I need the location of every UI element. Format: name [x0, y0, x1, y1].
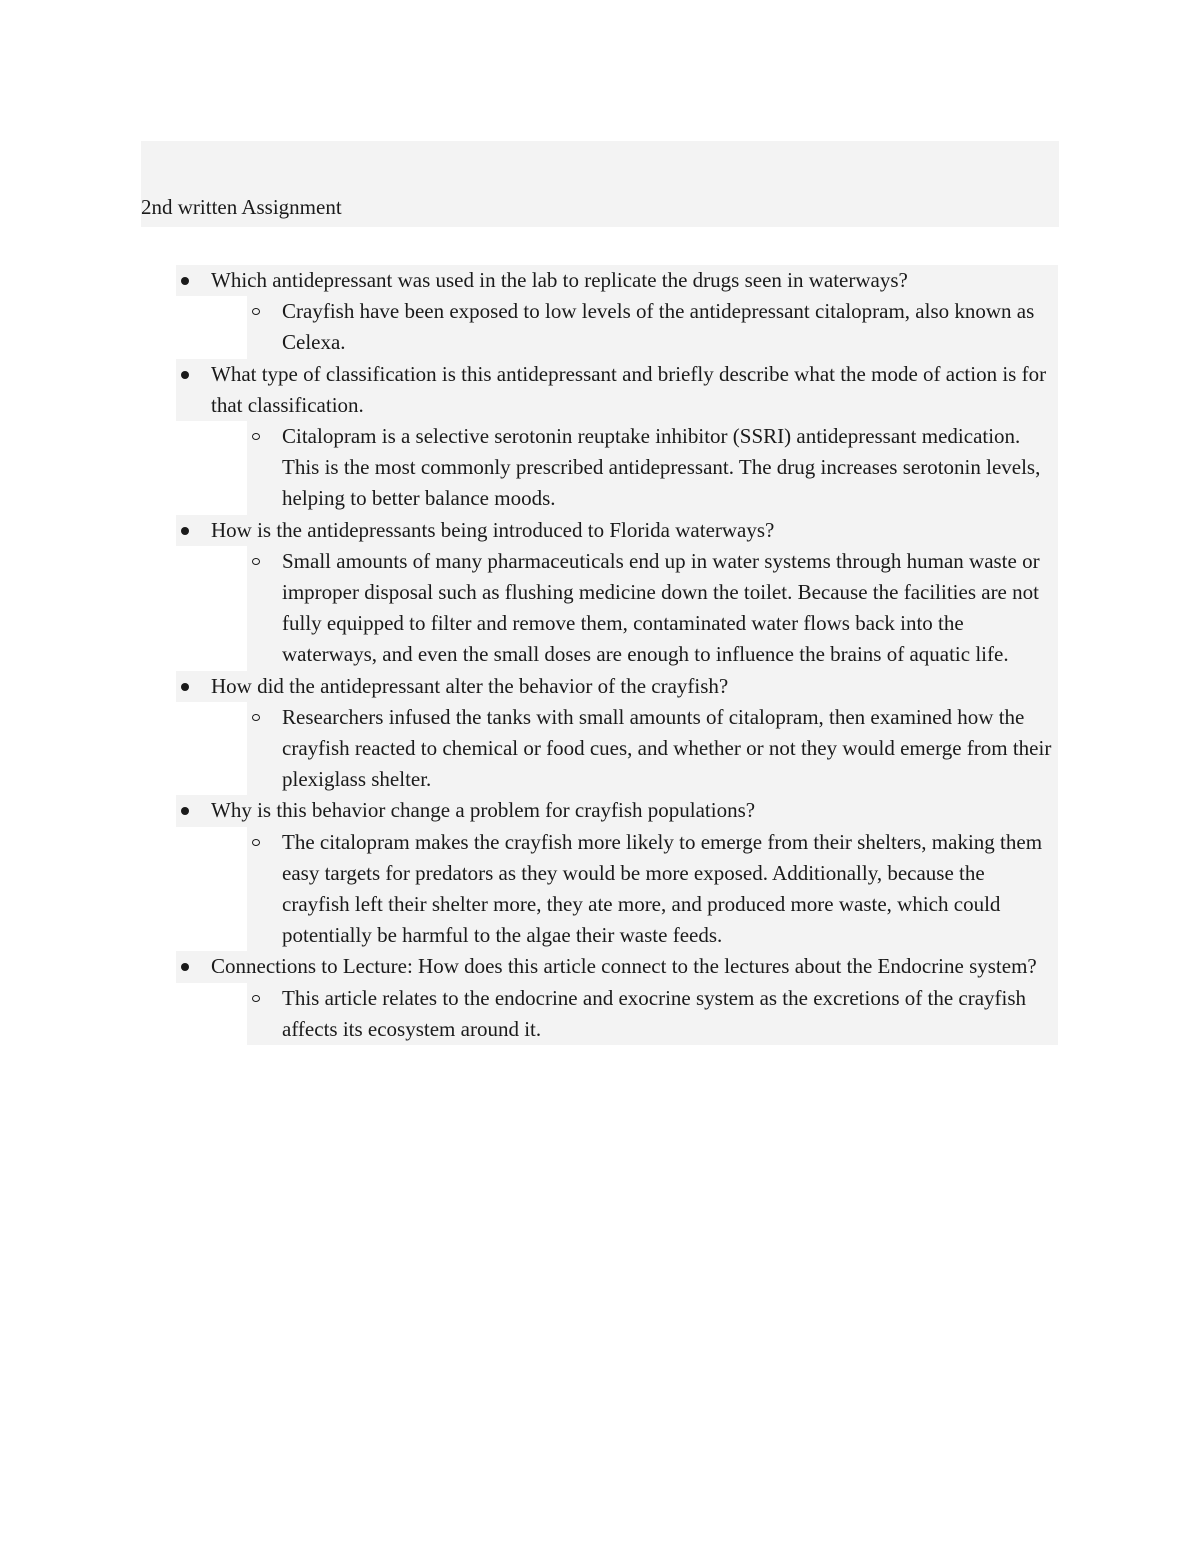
- bullet-icon: [181, 683, 189, 691]
- answer-text: Researchers infused the tanks with small amounts of citalopram, then examined how the crayfish reacted to chemical or food cues, and whether or not they would emerge from their plexiglass shelter.: [282, 704, 1052, 792]
- question-row: [176, 795, 1058, 826]
- answer-row: [247, 702, 1058, 796]
- question-text: How did the antidepressant alter the behavior of the crayfish?: [211, 673, 729, 698]
- list-item: [0, 265, 1200, 359]
- question-text: Why is this behavior change a problem for crayfish populations?: [211, 798, 756, 823]
- document-title: 2nd written Assignment: [141, 195, 342, 219]
- list-item: [0, 951, 1200, 1045]
- question-row: [176, 671, 1058, 702]
- answer-text: Small amounts of many pharmaceuticals end up in water systems through human waste or improper disposal such as flushing medicine down the toilet. Because the facilities are not fully equipped to filter and remove them, contaminated water flows back into the waterways, and even the small doses are enough to influence the brains of aquatic life.: [282, 548, 1040, 667]
- question-text: Which antidepressant was used in the lab to replicate the drugs seen in waterways?: [211, 268, 908, 292]
- list-item: [0, 359, 1200, 515]
- title-block: [141, 141, 1059, 227]
- answer-text: Citalopram is a selective serotonin reuptake inhibitor (SSRI) antidepressant medication. This is the most commonly prescribed antidepressant. The drug increases serotonin levels, helping to better balance moods.: [282, 424, 1041, 511]
- answer-row: [247, 421, 1058, 515]
- bullet-icon: [181, 527, 189, 535]
- question-row: [176, 359, 1058, 421]
- answer-row: [247, 827, 1058, 952]
- question-text: Connections to Lecture: How does this article connect to the lectures about the Endocrine system?: [211, 954, 1037, 979]
- hollow-bullet-icon: [252, 714, 260, 721]
- question-text: How is the antidepressants being introduced to Florida waterways?: [211, 517, 775, 542]
- answer-text: The citalopram makes the crayfish more likely to emerge from their shelters, making them easy targets for predators as they would be more exposed. Additionally, because the crayfish left their shelter more, they ate more, and produced more waste, which could potentially be harmful to the algae their waste feeds.: [282, 829, 1043, 948]
- answer-row: [247, 983, 1058, 1045]
- list-item: [0, 671, 1200, 796]
- hollow-bullet-icon: [252, 839, 260, 846]
- hollow-bullet-icon: [252, 558, 260, 565]
- question-list: [0, 265, 1200, 1045]
- bullet-icon: [181, 277, 189, 285]
- list-item: [0, 795, 1200, 951]
- bullet-icon: [181, 371, 189, 379]
- question-text: What type of classification is this antidepressant and briefly describe what the mode of action is for that classification.: [211, 361, 1047, 417]
- question-row: [176, 265, 1058, 296]
- answer-row: [247, 296, 1058, 358]
- answer-text: This article relates to the endocrine and exocrine system as the excretions of the crayfish affects its ecosystem around it.: [282, 985, 1027, 1041]
- answer-text: Crayfish have been exposed to low levels of the antidepressant citalopram, also known as Celexa.: [282, 299, 1035, 355]
- answer-row: [247, 546, 1058, 671]
- hollow-bullet-icon: [252, 433, 260, 440]
- question-row: [176, 515, 1058, 546]
- question-row: [176, 951, 1058, 982]
- list-item: [0, 515, 1200, 671]
- hollow-bullet-icon: [252, 995, 260, 1002]
